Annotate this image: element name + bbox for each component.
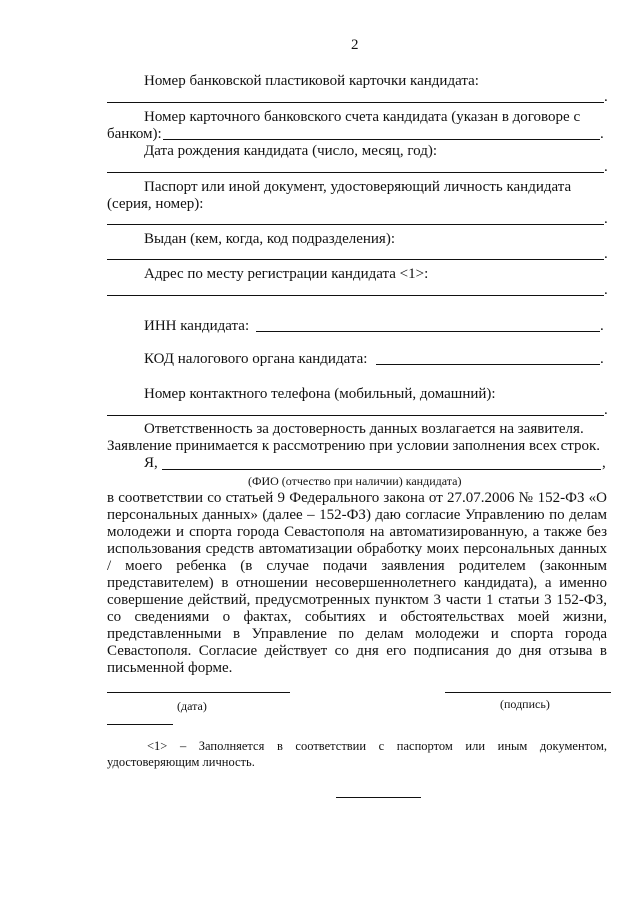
inn-line[interactable]	[256, 331, 600, 332]
issued-line[interactable]	[107, 259, 604, 260]
line-end-dot: .	[604, 246, 608, 262]
line-end-dot: .	[600, 126, 604, 142]
address-label: Адрес по месту регистрации кандидата <1>:	[144, 266, 429, 282]
passport-label-2: (серия, номер):	[107, 196, 204, 212]
line-end-dot: .	[604, 211, 608, 227]
card-number-line[interactable]	[107, 102, 604, 103]
tax-code-line[interactable]	[376, 364, 600, 365]
fio-line[interactable]	[162, 469, 601, 470]
ya-label: Я,	[144, 455, 158, 471]
inn-label: ИНН кандидата:	[144, 318, 250, 334]
passport-line[interactable]	[107, 224, 604, 225]
account-label-1: Номер карточного банковского счета кандидата (указан в договоре с	[144, 109, 581, 125]
birth-date-line[interactable]	[107, 172, 604, 173]
issued-label: Выдан (кем, когда, код подразделения):	[144, 231, 395, 247]
account-line[interactable]	[163, 139, 600, 140]
tax-code-label: КОД налогового органа кандидата:	[144, 351, 368, 367]
phone-line[interactable]	[107, 415, 604, 416]
footnote-text: <1> – Заполняется в соответствии с паспортом или иным документом, удостоверяющим личность.	[107, 739, 607, 769]
line-end-dot: .	[600, 318, 604, 334]
account-label-2: банком):	[107, 126, 162, 142]
responsibility-note: Ответственность за достоверность данных возлагается на заявителя.	[144, 421, 584, 437]
consent-text: в соответствии со статьей 9 Федерального закона от 27.07.2006 № 152-ФЗ «О персональных данных» (далее – 152-ФЗ) даю согласие Управлению по делам молодежи и спорта города Севастополя на автоматизированную, а также без использования средств автоматизации обработку моих персональных данных / моего ребенка (в случае подачи заявления родителем (законным представителем) в отношении несовершеннолетнего кандидата), а именно совершение действий, предусмотренных пунктом 3 части 1 статьи 3 152-ФЗ, со сведениями о фактах, событиях и обстоятельствах моей жизни, представленными в Управление по делам молодежи и спорта города Севастополя. Согласие действует со дня его подписания до дня отзыва в письменной форме.	[107, 490, 607, 676]
birth-date-label: Дата рождения кандидата (число, месяц, год):	[144, 143, 438, 159]
phone-label: Номер контактного телефона (мобильный, домашний):	[144, 386, 496, 402]
line-end-dot: .	[604, 159, 608, 175]
line-end-dot: .	[604, 402, 608, 418]
date-line[interactable]	[107, 692, 290, 693]
signature-caption: (подпись)	[500, 697, 550, 711]
passport-label-1: Паспорт или иной документ, удостоверяющий личность кандидата	[144, 179, 572, 195]
line-end-dot: .	[604, 282, 608, 298]
accepted-note: Заявление принимается к рассмотрению при условии заполнения всех строк.	[107, 438, 601, 454]
line-end-dot: .	[600, 351, 604, 367]
fio-comma: ,	[602, 455, 606, 471]
footnote-separator	[107, 724, 173, 725]
date-caption: (дата)	[177, 699, 207, 713]
address-line[interactable]	[107, 295, 604, 296]
page-number: 2	[351, 37, 359, 53]
line-end-dot: .	[604, 89, 608, 105]
signature-line[interactable]	[445, 692, 611, 693]
fio-caption: (ФИО (отчество при наличии) кандидата)	[248, 474, 462, 488]
card-number-label: Номер банковской пластиковой карточки кандидата:	[144, 73, 479, 89]
end-separator	[336, 797, 421, 798]
